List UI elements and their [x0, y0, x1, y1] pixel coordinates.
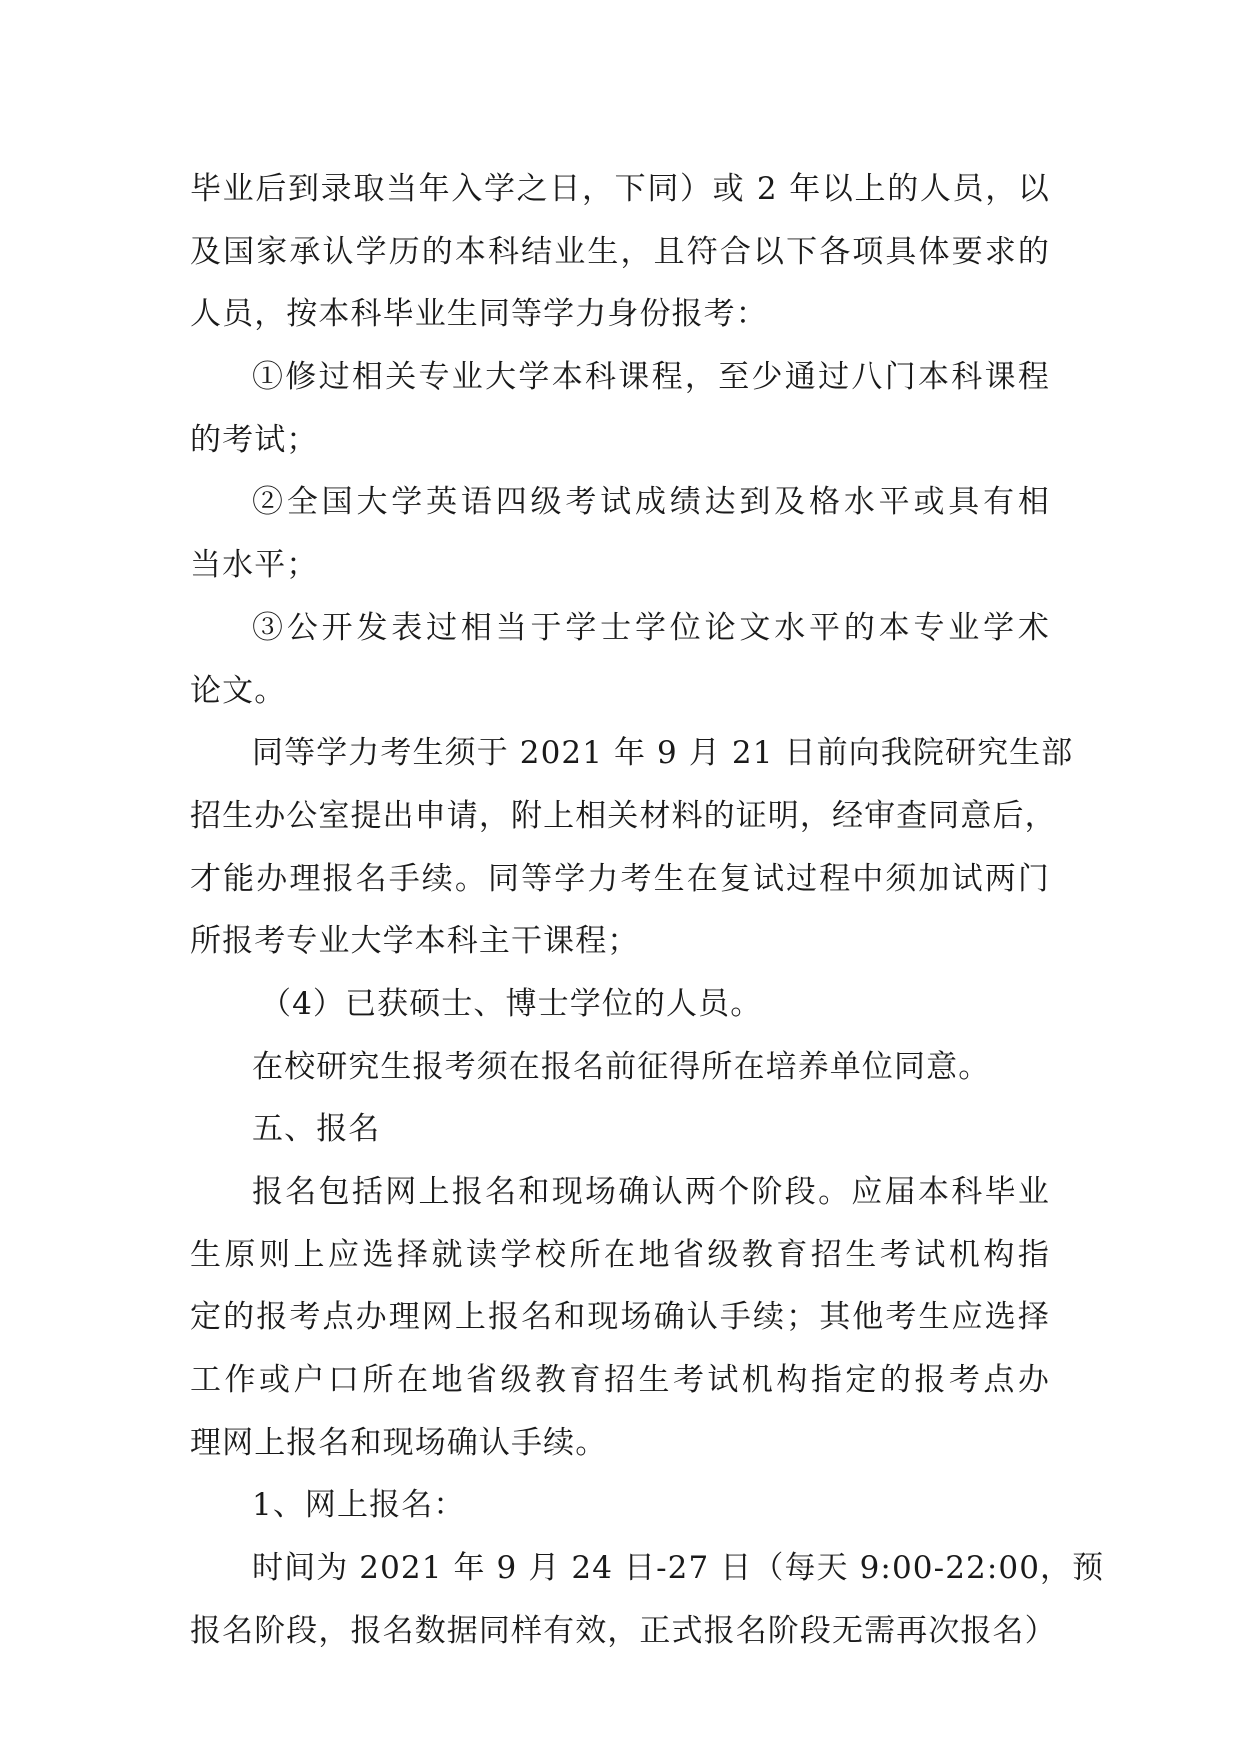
text-line: ③公开发表过相当于学士学位论文水平的本专业学术	[252, 609, 1050, 646]
text-line: 人员，按本科毕业生同等学力身份报考：	[190, 296, 768, 333]
text-line: 招生办公室提出申请，附上相关材料的证明，经审查同意后，	[190, 797, 1057, 834]
text-line: 论文。	[190, 672, 287, 709]
text-line: 时间为 2021 年 9 月 24 日-27 日（每天 9:00-22:00，预	[252, 1550, 1105, 1587]
text-line: 毕业后到录取当年入学之日，下同）或 2 年以上的人员，以	[190, 171, 1050, 207]
text-line: 理网上报名和现场确认手续。	[190, 1424, 608, 1461]
text-line: 的考试；	[190, 421, 319, 458]
text-line: 在校研究生报考须在报名前征得所在培养单位同意。	[252, 1048, 991, 1085]
text-line: 及国家承认学历的本科结业生，且符合以下各项具体要求的	[190, 233, 1050, 270]
text-line: （4）已获硕士、博士学位的人员。	[260, 985, 763, 1022]
text-line: ②全国大学英语四级考试成绩达到及格水平或具有相	[252, 484, 1050, 521]
text-line: 才能办理报名手续。同等学力考生在复试过程中须加试两门	[190, 860, 1050, 897]
subsection-heading: 1、网上报名：	[252, 1487, 466, 1524]
text-line: 定的报考点办理网上报名和现场确认手续；其他考生应选择	[190, 1299, 1050, 1336]
text-line: 生原则上应选择就读学校所在地省级教育招生考试机构指	[190, 1236, 1050, 1273]
text-line: 所报考专业大学本科主干课程；	[190, 923, 640, 960]
text-line: ①修过相关专业大学本科课程，至少通过八门本科课程	[252, 359, 1050, 396]
document-body	[190, 158, 1105, 1663]
text-line: 报名阶段，报名数据同样有效，正式报名阶段无需再次报名）	[190, 1612, 1057, 1649]
text-line: 同等学力考生须于 2021 年 9 月 21 日前向我院研究生部	[252, 735, 1074, 772]
text-line: 工作或户口所在地省级教育招生考试机构指定的报考点办	[190, 1362, 1050, 1399]
text-line: 当水平；	[190, 547, 319, 584]
text-line: 报名包括网上报名和现场确认两个阶段。应届本科毕业	[252, 1174, 1050, 1210]
section-heading: 五、报名	[252, 1111, 381, 1148]
